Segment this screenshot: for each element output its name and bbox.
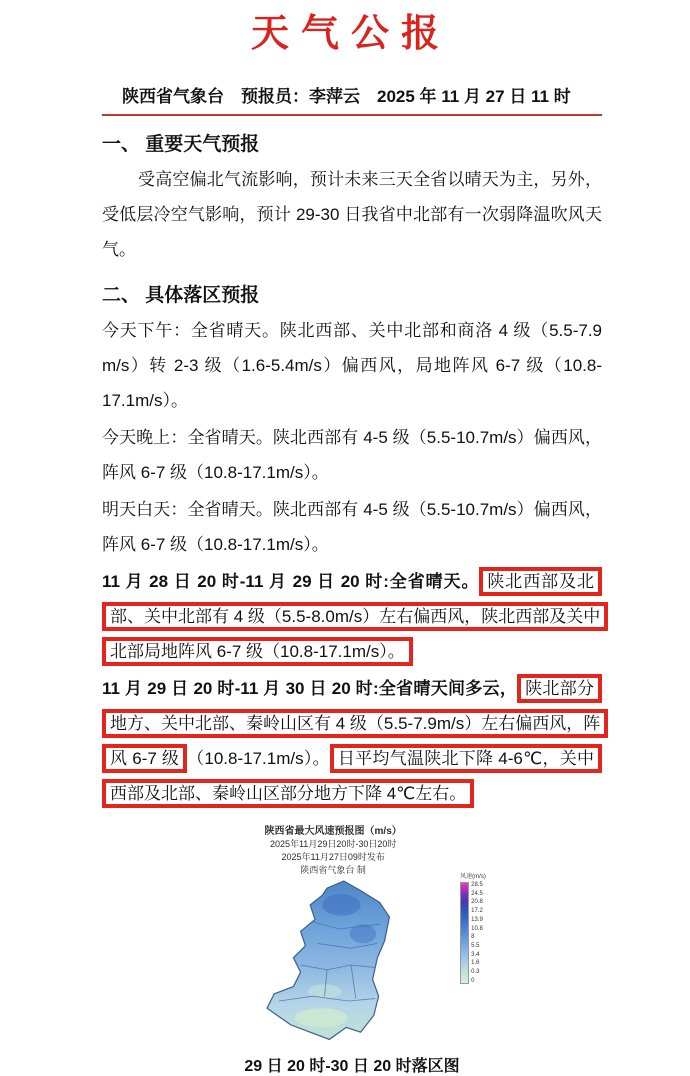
map-issue-time: 2025年11月27日09时发布: [281, 852, 385, 862]
paragraph-nov29: [102, 671, 602, 811]
legend-value: 5.5: [471, 943, 480, 950]
legend-value: 0.3: [471, 969, 480, 976]
legend-value: 1.6: [471, 960, 480, 967]
legend-value: 17.2: [471, 908, 483, 915]
paragraph-tonight: 今天晚上：全省晴天。陕北西部有 4-5 级（5.5-10.7m/s）偏西风，阵风 6-7 级（10.8-17.1m/s）。: [102, 428, 602, 482]
legend-values: [471, 882, 483, 984]
highlighted-forecast-text: 陕北西部及北部、关中北部有 4 级（5.5-8.0m/s）左右偏西风，陕北西部及关中北部局地阵风 6-7 级（10.8-17.1m/s）。: [102, 567, 608, 666]
paragraph-tomorrow-day: 明天白天：全省晴天。陕北西部有 4-5 级（5.5-10.7m/s）偏西风，阵风 6-7 级（10.8-17.1m/s）。: [102, 500, 602, 554]
weather-bulletin-document: [0, 10, 690, 1075]
highlighted-wind-text: 陕北部分地方、关中北部、秦岭山区有 4 级（5.5-7.9m/s）左右偏西风，阵风 6-7 级: [102, 674, 608, 773]
forecast-map-block: [102, 825, 602, 1043]
paragraph-nov28: [102, 564, 602, 669]
map-caption: 29 日 20 时-30 日 20 时落区图: [244, 1058, 460, 1075]
legend-body: [460, 882, 486, 984]
legend-value: 3.4: [471, 951, 480, 958]
bulletin-header: 陕西省气象台 预报员：李萍云 2025 年 11 月 27 日 11 时: [102, 82, 602, 116]
bulletin-body: [0, 130, 690, 1076]
shaanxi-wind-speed-map: [255, 881, 411, 1043]
map-column: [218, 825, 448, 1043]
date-range-lead: 11 月 29 日 20 时-11 月 30 日 20 时:全省晴天间多云，: [102, 679, 518, 698]
map-issuer: 陕西省气象台 制: [300, 865, 366, 875]
low-wind-patch: [295, 1008, 348, 1027]
page-title: 天气公报: [250, 13, 451, 55]
map-valid-period: 2025年11月29日20时-30日20时: [269, 839, 397, 849]
date-range-lead: 11 月 28 日 20 时-11 月 29 日 20 时:全省晴天。: [102, 572, 480, 591]
section1-body: 受高空偏北气流影响，预计未来三天全省以晴天为主，另外，受低层冷空气影响，预计 29-30 日我省中北部有一次弱降温吹风天气。: [102, 170, 602, 259]
legend-colorbar: [460, 882, 469, 984]
legend-value: 0: [471, 977, 475, 984]
unboxed-text: （10.8-17.1m/s）。: [187, 749, 330, 768]
legend-value: 24.5: [471, 890, 483, 897]
map-legend: [460, 871, 486, 984]
legend-value: 8: [471, 934, 475, 941]
high-wind-patch: [322, 894, 360, 916]
map-title: 陕西省最大风速预报图（m/s）: [264, 826, 402, 837]
section1-heading: 一、 重要天气预报: [102, 134, 260, 155]
section2-heading: 二、 具体落区预报: [102, 285, 260, 306]
legend-value: 10.8: [471, 925, 483, 932]
legend-value: 20.8: [471, 899, 483, 906]
legend-value: 28.5: [471, 882, 483, 888]
paragraph-today-afternoon: 今天下午：全省晴天。陕北西部、关中北部和商洛 4 级（5.5-7.9 m/s）转 2-3 级（1.6-5.4m/s）偏西风，局地阵风 6-7 级（10.8-17.1m/s）。: [102, 321, 602, 410]
legend-title: 风速(m/s): [460, 874, 486, 880]
legend-value: 13.9: [471, 916, 483, 923]
highlighted-temperature-text: 日平均气温陕北下降 4-6℃，关中西部及北部、秦岭山区部分地方下降 4℃左右。: [102, 744, 602, 808]
legend-inner: [460, 871, 486, 984]
